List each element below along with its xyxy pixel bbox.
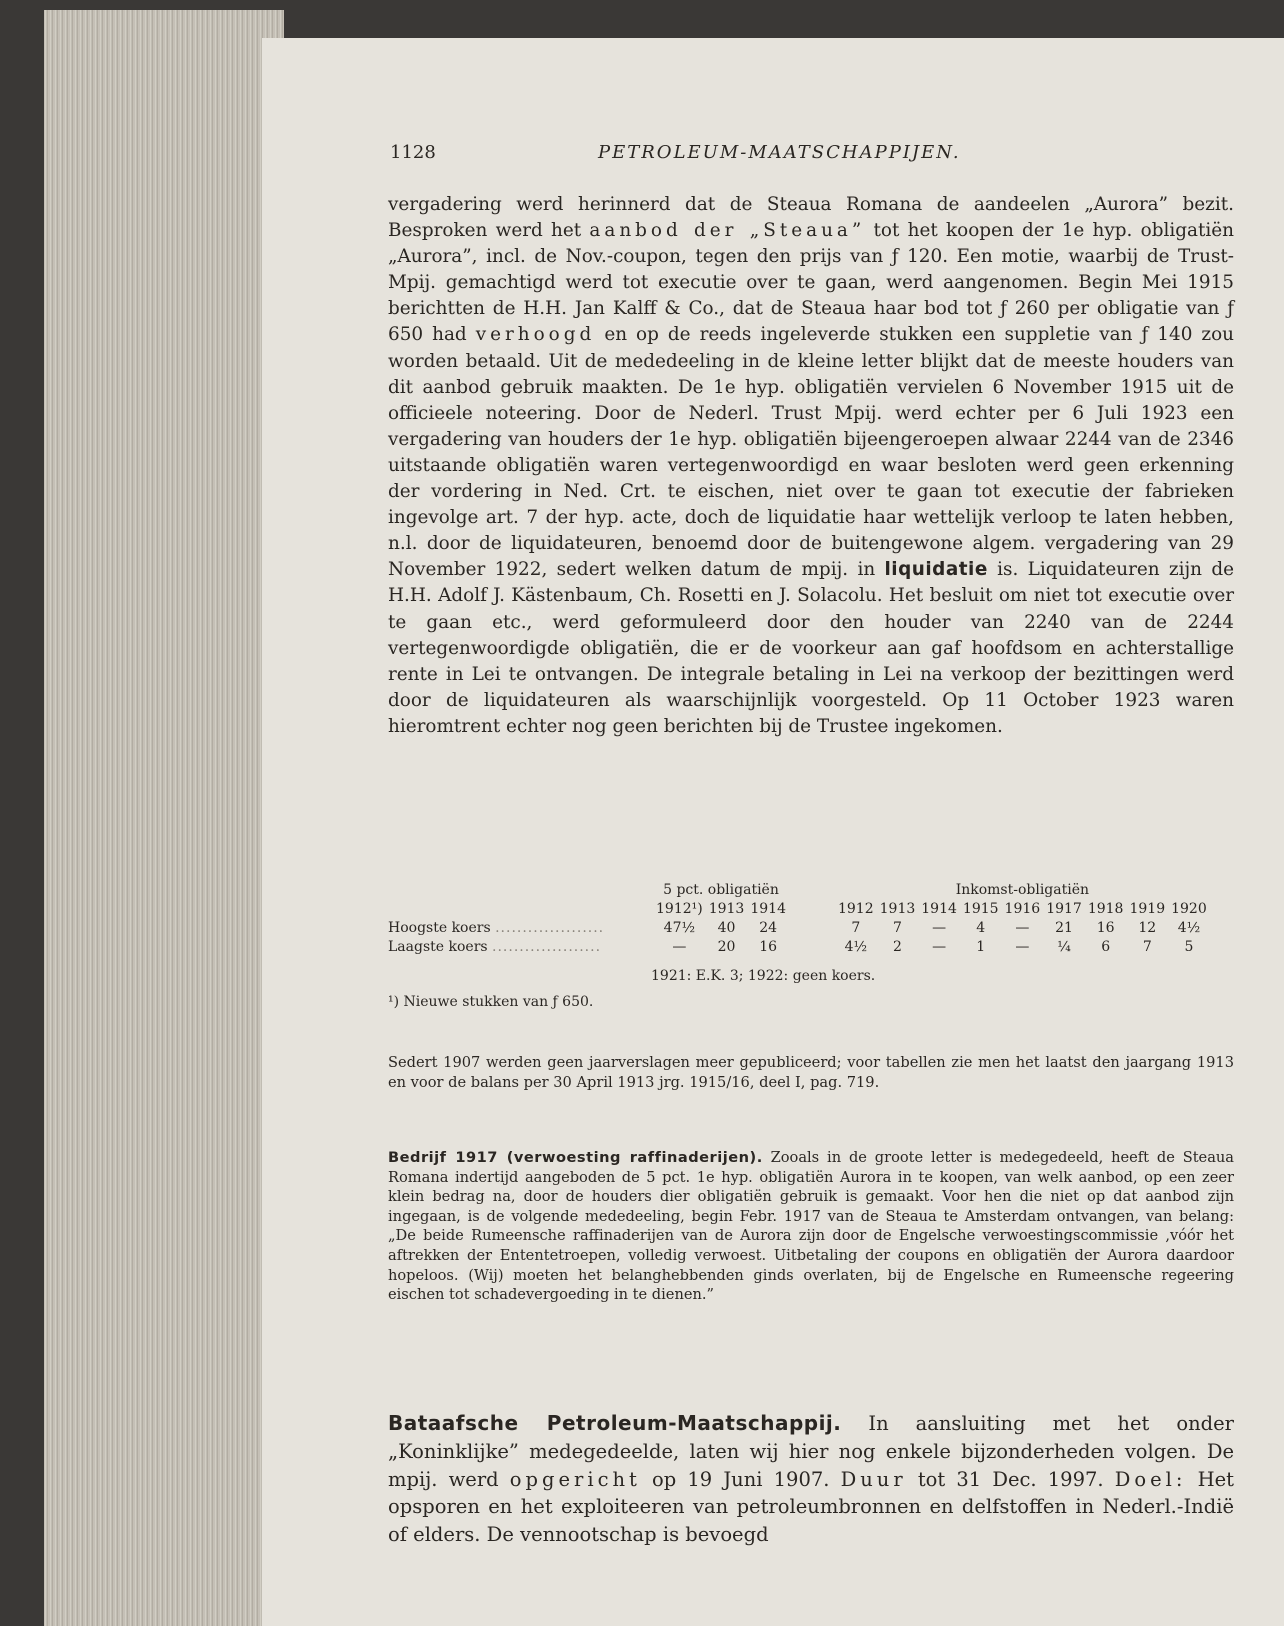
- text-segment: Het opsporen en het exploiteeren van petroleumbronnen en delfstoffen in Nederl.-Indië of elders. De vennootschap is bevoegd: [388, 1467, 1234, 1547]
- value-cell: 7: [1142, 938, 1152, 955]
- year-cell: 1915: [962, 900, 999, 917]
- value-cell: 12: [1138, 919, 1157, 936]
- year-cell: 1912¹): [656, 900, 703, 917]
- value-cell: 7: [851, 919, 861, 936]
- value-cell: 7: [892, 919, 902, 936]
- table-row: [388, 918, 1210, 937]
- book-page-edges: [44, 10, 284, 1626]
- text-segment: Zooals in de groote letter is medegedeeld, heeft de Steaua Romana indertijd aangeboden de 5 pct. 1e hyp. obligatiën Aurora in te koopen, van welk aanbod, op een zeer klein bedrag na, door de houders dier obligatiën gebruik is gemaakt. Voor hen die niet op dat aanbod zijn ingegaan, is de volgende mededeeling, begin Febr. 1917 van de Steaua te Amsterdam ontvangen, van belang: „De beide Rumeensche raffinaderijen van de Aurora zijn door de Engelsche verwoestingscommissie ,vóór het aftrekken der Ententetroepen, volledig verwoest. Uitbetaling der coupons en obligatiën der Aurora daardoor hopeloos. (Wij) moeten het belanghebbenden ginds overlaten, bij de Engelsche en Rumeensche regeering eischen tot schadevergoeding in te dienen.”: [388, 1149, 1234, 1304]
- text-segment: tot 31 Dec. 1997.: [906, 1467, 1115, 1491]
- row-label-cell: Laagste koers ....................: [388, 938, 602, 955]
- value-cell: 40: [717, 919, 736, 936]
- row-label: Hoogste koers: [388, 919, 491, 936]
- value-cell: 21: [1055, 919, 1073, 936]
- bedrijf-1917-heading: Bedrijf 1917 (verwoesting raffinaderijen).: [388, 1149, 763, 1166]
- spaced-emphasis: verhoogd: [475, 324, 596, 346]
- table-year-row: [388, 899, 1210, 918]
- spaced-emphasis: aanbod der „Steaua”: [589, 220, 866, 242]
- bpm-paragraph: [388, 1410, 1234, 1549]
- main-paragraph: [388, 192, 1234, 740]
- value-cell: 2: [892, 938, 902, 955]
- value-cell: —: [932, 919, 947, 936]
- value-cell: 16: [759, 938, 778, 955]
- value-cell: 1: [976, 938, 986, 955]
- value-cell: —: [932, 938, 947, 955]
- value-cell: 6: [1101, 938, 1111, 955]
- table-group-header: [388, 880, 1210, 899]
- value-cell: 4: [976, 919, 986, 936]
- group-header-inkomst: Inkomst-obligatiën: [955, 881, 1090, 898]
- value-cell: 16: [1096, 919, 1115, 936]
- liquidatie-emphasis: liquidatie: [884, 559, 988, 581]
- koers-table-block: [388, 880, 1234, 956]
- value-cell: 24: [759, 919, 778, 936]
- value-cell: ¼: [1057, 938, 1071, 955]
- value-cell: —: [1015, 919, 1030, 936]
- value-cell: 47½: [663, 919, 696, 936]
- footnote: ¹) Nieuwe stukken van ƒ 650.: [388, 994, 594, 1010]
- company-heading: Bataafsche Petroleum-Maatschappij.: [388, 1411, 842, 1435]
- spaced-emphasis: Duur: [840, 1467, 907, 1491]
- row-label: Laagste koers: [388, 938, 488, 955]
- text-segment: en op de reeds ingeleverde stukken een suppletie van ƒ 140 zou worden betaald. Uit de mededeeling in de kleine letter blijkt dat de meeste houders van dit aanbod gebruik maakten. De 1e hyp. obligatiën vervielen 6 November 1915 uit de officieele noteering. Door de Nederl. Trust Mpij. werd echter per 6 Juli 1923 een vergadering van houders der 1e hyp. obligatiën bijeengeroepen alwaar 2244 van de 2346 uitstaande obligatiën waren vertegenwoordigd en waar besloten werd geen erkenning der vordering in Ned. Crt. te eischen, niet over te gaan tot executie der fabrieken ingevolge art. 7 der hyp. acte, doch de liquidatie haar wettelijk verloop te laten hebben, n.l. door de liquidateuren, benoemd door de buitengewone algem. vergadering van 29 November 1922, sedert welken datum de mpij. in: [388, 324, 1235, 581]
- text-segment: is. Liquidateuren zijn de H.H. Adolf J. Kästenbaum, Ch. Rosetti en J. Solacolu. Het besluit om niet tot executie over te gaan etc., werd geformuleerd door den houder van 2240 van de 2244 vertegenwoordigde obligatiën, die er de voorkeur aan gaf hoofdsom en achterstallige rente in Lei te ontvangen. De integrale betaling in Lei na verkoop der bezittingen werd door de liquidateuren als waarschijnlijk voorgesteld. Op 11 October 1923 waren hieromtrent echter nog geen berichten bij de Trustee ingekomen.: [388, 559, 1234, 737]
- value-cell: 4½: [844, 938, 868, 955]
- koers-note: 1921: E.K. 3; 1922: geen koers.: [651, 968, 876, 984]
- text-segment: vergadering werd herinnerd dat de Steaua Romana de aandeelen „Aurora” bezit. Besproken werd het: [388, 194, 1234, 242]
- text-segment: op 19 Juni 1907.: [640, 1467, 841, 1491]
- value-cell: —: [1015, 938, 1030, 955]
- page-header: [390, 142, 1050, 166]
- text-segment: In aansluiting met het onder „Koninklijke” medegedeelde, laten wij hier nog enkele bijzonderheden volgen. De mpij. werd: [388, 1412, 1234, 1491]
- bedrijf-1917-paragraph: [388, 1148, 1234, 1305]
- year-cell: 1913: [879, 900, 916, 917]
- value-cell: 20: [717, 938, 736, 955]
- running-title: PETROLEUM-MAATSCHAPPIJEN.: [598, 142, 961, 163]
- value-cell: 4½: [1177, 919, 1201, 936]
- year-cell: 1918: [1087, 900, 1124, 917]
- year-cell: 1919: [1129, 900, 1166, 917]
- group-header-5pct: 5 pct. obligatiën: [663, 881, 779, 898]
- spaced-emphasis: Doel:: [1114, 1467, 1187, 1491]
- year-cell: 1916: [1004, 900, 1041, 917]
- koers-table: [388, 880, 1210, 956]
- year-cell: 1914: [750, 900, 786, 917]
- year-cell: 1917: [1046, 900, 1082, 917]
- year-cell: 1914: [921, 900, 957, 917]
- page-number: 1128: [390, 142, 436, 163]
- year-cell: 1912: [837, 900, 874, 917]
- value-cell: —: [672, 938, 687, 955]
- value-cell: 5: [1184, 938, 1194, 955]
- jaarverslagen-note: Sedert 1907 werden geen jaarverslagen meer gepubliceerd; voor tabellen zie men het laatst den jaargang 1913 en voor de balans per 30 April 1913 jrg. 1915/16, deel I, pag. 719.: [388, 1054, 1234, 1091]
- year-cell: 1920: [1171, 900, 1207, 917]
- text-segment: tot het koopen der 1e hyp. obligatiën „Aurora”, incl. de Nov.-coupon, tegen den prijs van ƒ 120. Een motie, waarbij de Trust-Mpij. gemachtigd werd tot executie over te gaan, werd aangenomen. Begin Mei 1915 berichtten de H.H. Jan Kalff & Co., dat de Steaua haar bod tot ƒ 260 per obligatie van ƒ 650 had: [388, 220, 1234, 346]
- table-row: [388, 937, 1210, 956]
- row-label-cell: Hoogste koers ....................: [388, 919, 605, 936]
- spaced-emphasis: opgericht: [509, 1467, 641, 1491]
- year-cell: 1913: [708, 900, 745, 917]
